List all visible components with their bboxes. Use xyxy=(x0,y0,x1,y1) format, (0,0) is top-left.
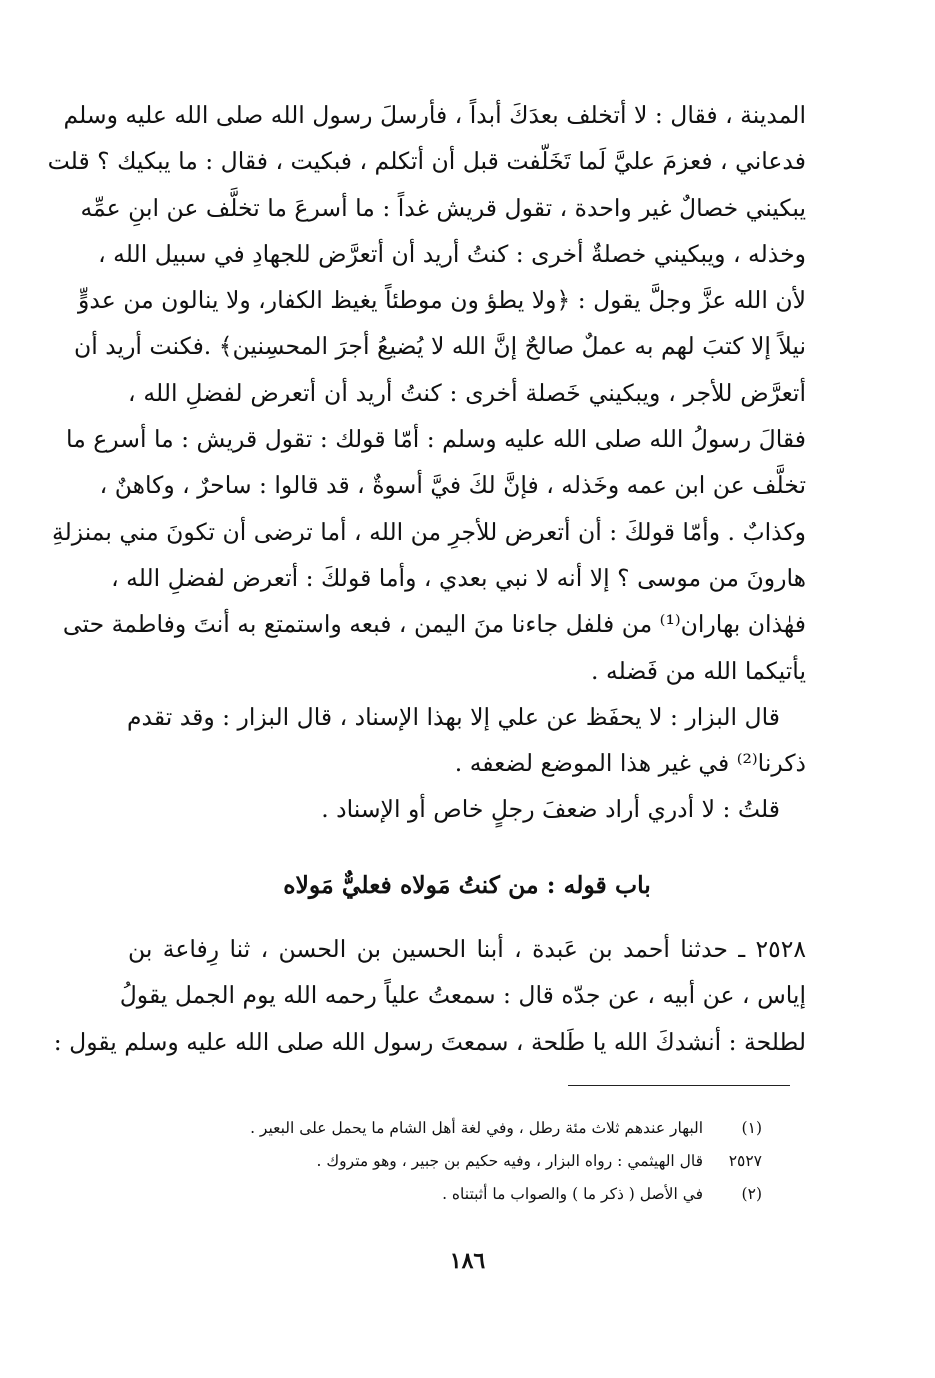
text-line: وكذابٌ . وأمّا قولكَ : أن أتعرض للأجرِ من الله ، أما ترضى أن تكونَ مني بمنزلةِ xyxy=(51,517,806,546)
footnote-marker: ٢٥٢٧ xyxy=(728,1152,762,1170)
quran-verse-line: نيلاً إلا كتبَ لهم به عملٌ صالحٌ إنَّ الله لا يُضيعُ أجرَ المحسِنين﴾ .فكنت أريد أن xyxy=(73,332,806,361)
footnote-marker: (٢) xyxy=(741,1185,762,1203)
text-line: تخلَّف عن ابن عمه وخَذله ، فإنَّ لكَ فيَّ أسوةٌ ، قد قالوا : ساحرٌ ، وكاهنٌ ، xyxy=(99,471,806,500)
footnote-text: في الأصل ( ذكر ما ) والصواب ما أثبتناه . xyxy=(442,1185,704,1203)
text-line: يأتيكما الله من فَضله . xyxy=(591,656,806,685)
chapter-heading: باب قوله : من كنتُ مَولاه فعليٌّ مَولاه xyxy=(283,871,651,899)
footnote-item xyxy=(200,1178,762,1211)
text-line: يبكيني خصالٌ غير واحدة ، تقول قريش غداً : ما أسرعَ ما تخلَّف عن ابنِ عمِّه xyxy=(80,193,806,222)
hadith-line: إياس ، عن أبيه ، عن جدّه قال : سمعتُ علياً رحمه الله يوم الجمل يقولُ xyxy=(119,981,806,1010)
text-line: فدعاني ، فعزمَ عليَّ لَما تَخَلّفت قبل أن أتكلم ، فبكيت ، فقال : ما يبكيك ؟ قلت xyxy=(47,147,806,176)
main-text-block xyxy=(47,92,806,833)
bazzar-comment-line: ذكرنا⁽²⁾ في غير هذا الموضع لضعفه . xyxy=(454,749,806,778)
quran-verse-line: لأن الله عزَّ وجلَّ يقول : ﴿ولا يطؤ ون موطئاً يغيظ الكفار، ولا ينالون من عدوٍّ xyxy=(78,286,806,315)
footnote-marker: (١) xyxy=(741,1119,762,1137)
footnotes-block xyxy=(200,1112,762,1211)
text-line: المدينة ، فقال : لا أتخلف بعدَكَ أبداً ، فأرسلَ رسول الله صلى الله عليه وسلم xyxy=(63,101,806,129)
footnote-item xyxy=(200,1112,762,1145)
author-note-line: قلتُ : لا أدري أراد ضعفَ رجلٍ خاص أو الإسناد . xyxy=(321,795,780,824)
footnote-text: البهار عندهم ثلاث مئة رطل ، وفي لغة أهل الشام ما يحمل على البعير . xyxy=(250,1119,704,1137)
hadith-line: ٢٥٢٨ ـ حدثنا أحمد بن عَبدة ، أبنا الحسين بن الحسن ، ثنا رِفاعة بن xyxy=(128,935,806,963)
text-line: أتعرَّض للأجر ، ويبكيني خَصلة أخرى : كنتُ أريد أن أتعرض لفضلِ الله ، xyxy=(128,378,806,407)
footnote-separator xyxy=(568,1085,790,1086)
hadith-line: لطلحة : أنشدكَ الله يا طَلحة ، سمعتَ رسول الله صلى الله عليه وسلم يقول : xyxy=(53,1027,806,1056)
bazzar-comment-line: قال البزار : لا يحفَظ عن علي إلا بهذا الإسناد ، قال البزار : وقد تقدم xyxy=(127,702,780,731)
text-line: فقالَ رسولُ الله صلى الله عليه وسلم : أمّا قولك : تقول قريش : ما أسرع ما xyxy=(66,425,806,454)
page-number: ١٨٦ xyxy=(449,1248,486,1274)
text-line: فهٰذان بهاران⁽¹⁾ من فلفل جاءنا منَ اليمن ، فبعه واستمتع به أنتَ وفاطمة حتى xyxy=(62,610,806,639)
footnote-text: قال الهيثمي : رواه البزار ، وفيه حكيم بن جبير ، وهو متروك . xyxy=(316,1152,704,1170)
text-line: وخذله ، ويبكيني خصلةٌ أخرى : كنتُ أريد أن أتعرَّض للجهادِ في سبيل الله ، xyxy=(98,239,806,268)
text-line: هارونَ من موسى ؟ إلا أنه لا نبي بعدي ، وأما قولكَ : أتعرض لفضلِ الله ، xyxy=(111,563,806,592)
hadith-block xyxy=(53,926,806,1065)
footnote-item xyxy=(200,1145,762,1178)
